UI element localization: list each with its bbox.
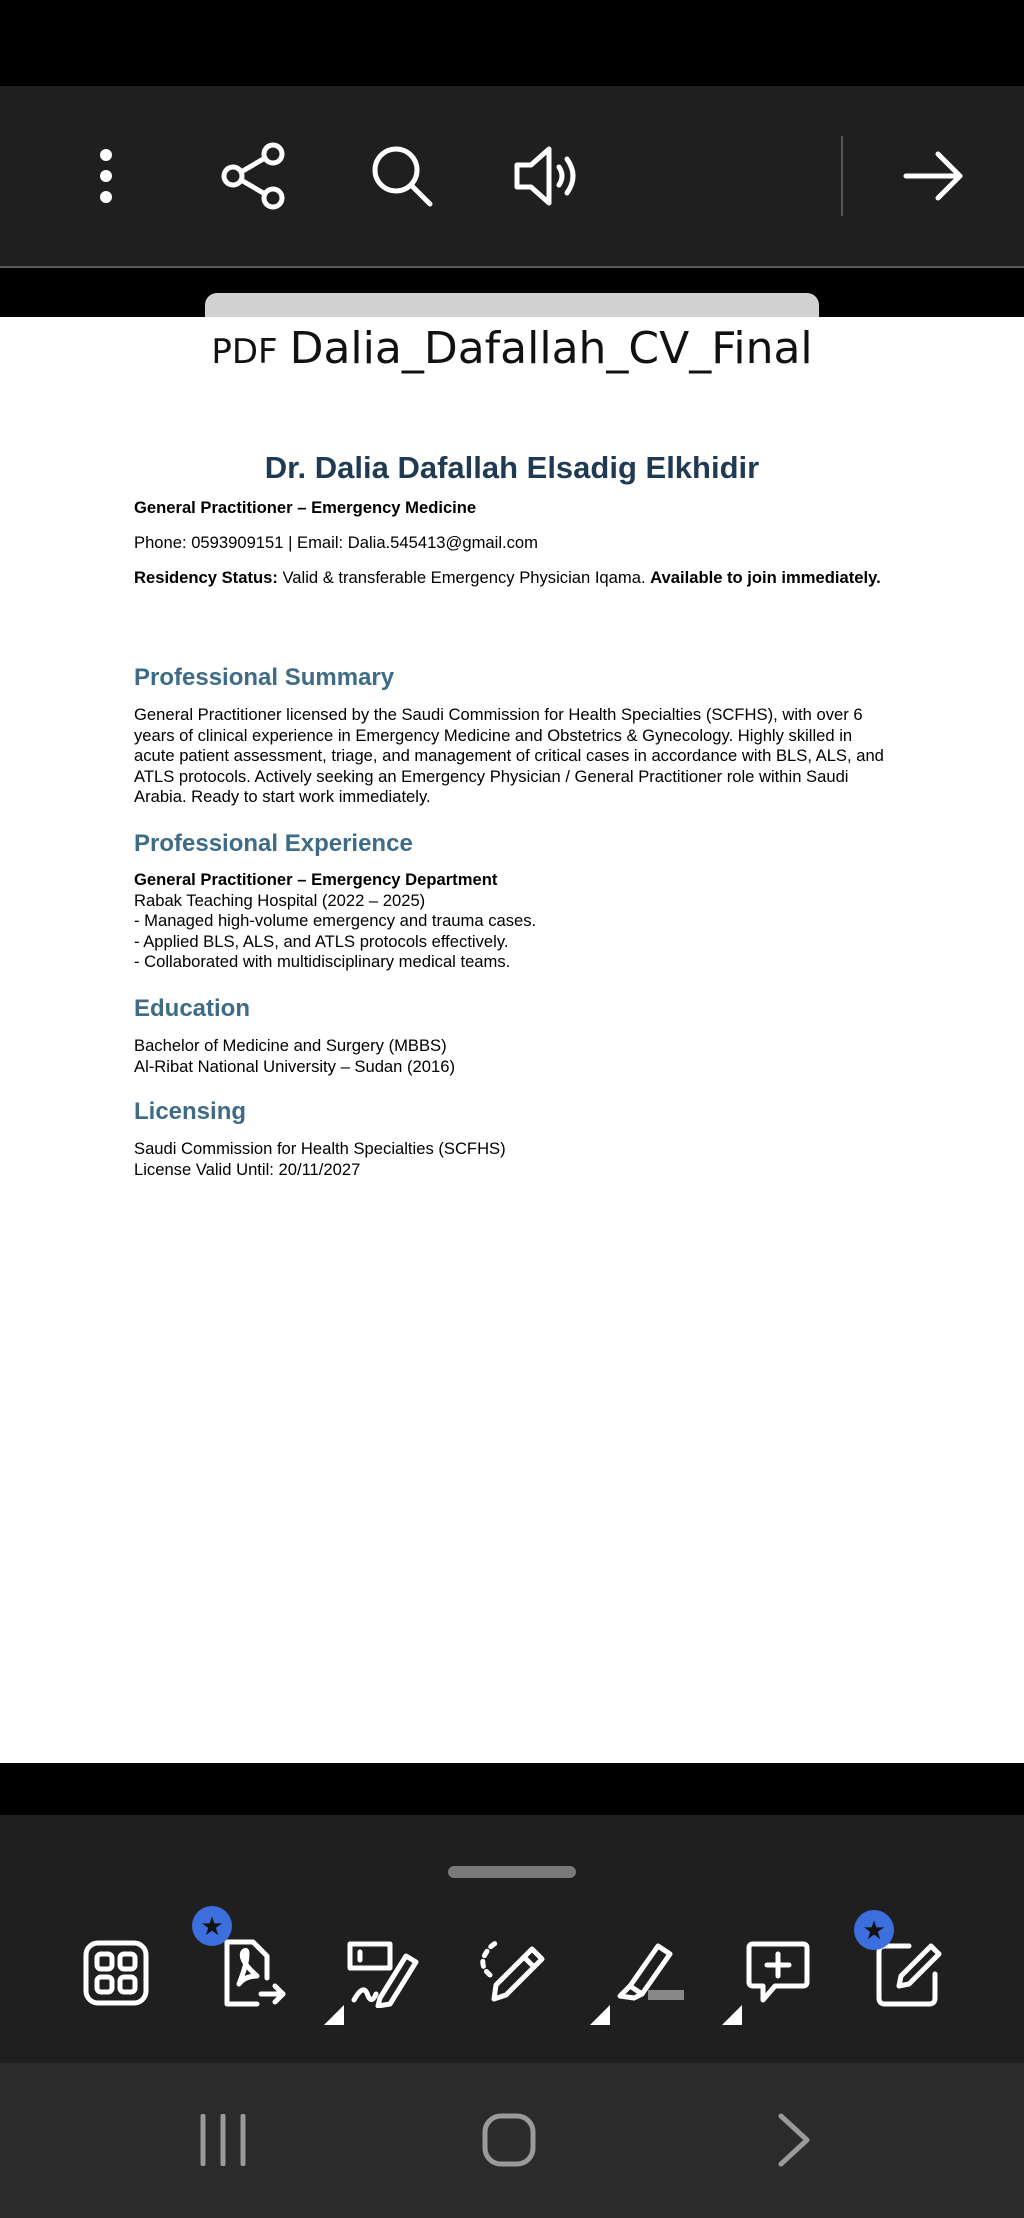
back-icon [775, 2112, 815, 2168]
premium-badge-icon: ★ [192, 1906, 232, 1946]
education-school: Al-Ribat National University – Sudan (2016) [134, 1057, 455, 1076]
draw-button[interactable] [466, 1925, 562, 2021]
residency-label: Residency Status: [134, 568, 278, 587]
experience-role: General Practitioner – Emergency Department [134, 870, 498, 889]
experience-place: Rabak Teaching Hospital (2022 – 2025) [134, 891, 426, 910]
read-aloud-button[interactable] [500, 126, 600, 226]
next-arrow-button[interactable] [884, 126, 984, 226]
read-aloud-icon [513, 143, 587, 209]
toolbar-drag-handle[interactable] [448, 1866, 576, 1878]
search-icon [369, 143, 435, 209]
toolbar-divider [841, 136, 843, 216]
summary-text: General Practitioner licensed by the Saudi Commission for Health Specialties (SCFHS), with over 6 years of clinical experience in Emergency Medicine and Obstetrics & Gynecology. Highly skilled in acute patient assessment, triage, and management of critical cases in accordance with BLS, ALS, and ATLS protocols. Actively seeking an Emergency Physician / General Practitioner role within Saudi Arabia. Ready to start work immediately. [134, 705, 884, 806]
arrow-right-icon [902, 150, 966, 202]
education-degree: Bachelor of Medicine and Surgery (MBBS) [134, 1036, 447, 1055]
pdf-type-label: PDF [211, 332, 278, 372]
file-name: Dalia_Dafallah_CV_Final [289, 323, 813, 374]
add-comment-button[interactable] [730, 1925, 826, 2021]
cv-name: Dr. Dalia Dafallah Elsadig Elkhidir [264, 450, 760, 485]
cv-title: General Practitioner – Emergency Medicine [134, 498, 477, 517]
premium-badge-icon: ★ [854, 1910, 894, 1950]
education-heading: Education [134, 995, 251, 1022]
experience-point: - Managed high-volume emergency and trauma cases. [134, 911, 537, 930]
back-button[interactable] [740, 2090, 850, 2190]
more-vert-icon [96, 146, 116, 206]
share-icon [219, 141, 289, 211]
cv-contact: Phone: 0593909151 | Email: Dalia.545413@gmail.com [134, 533, 538, 552]
summary-heading: Professional Summary [134, 664, 395, 691]
residency-available: Available to join immediately. [650, 568, 881, 587]
pdf-page[interactable] [0, 317, 1024, 1763]
licensing-body: Saudi Commission for Health Specialties (SCFHS) [134, 1139, 506, 1158]
all-tools-button[interactable] [68, 1925, 164, 2021]
search-button[interactable] [352, 126, 452, 226]
experience-heading: Professional Experience [134, 830, 413, 857]
document-title [0, 323, 1024, 374]
licensing-valid: License Valid Until: 20/11/2027 [134, 1160, 361, 1179]
experience-point: - Applied BLS, ALS, and ATLS protocols effectively. [134, 932, 509, 951]
home-icon [481, 2112, 537, 2168]
export-pdf-icon [217, 1938, 287, 2008]
licensing-heading: Licensing [134, 1098, 247, 1125]
recent-apps-button[interactable] [168, 2090, 278, 2190]
more-options-button[interactable] [56, 126, 156, 226]
highlight-icon [608, 1938, 688, 2008]
all-tools-icon [83, 1940, 149, 2006]
edit-pdf-icon [875, 1938, 945, 2008]
draw-icon [476, 1935, 552, 2011]
recent-apps-icon [197, 2114, 249, 2166]
residency-text: Valid & transferable Emergency Physician Iqama. [277, 568, 651, 587]
top-toolbar [0, 86, 1024, 268]
cv-residency [134, 568, 894, 589]
highlight-button[interactable] [600, 1925, 696, 2021]
home-button[interactable] [454, 2090, 564, 2190]
tool-more-indicator [590, 2005, 610, 2025]
tool-more-indicator [722, 2005, 742, 2025]
add-comment-icon [745, 1940, 811, 2006]
fill-sign-button[interactable] [336, 1925, 432, 2021]
tool-more-indicator [324, 2005, 344, 2025]
share-button[interactable] [204, 126, 304, 226]
experience-point: - Collaborated with multidisciplinary medical teams. [134, 952, 511, 971]
fill-sign-icon [346, 1938, 422, 2008]
